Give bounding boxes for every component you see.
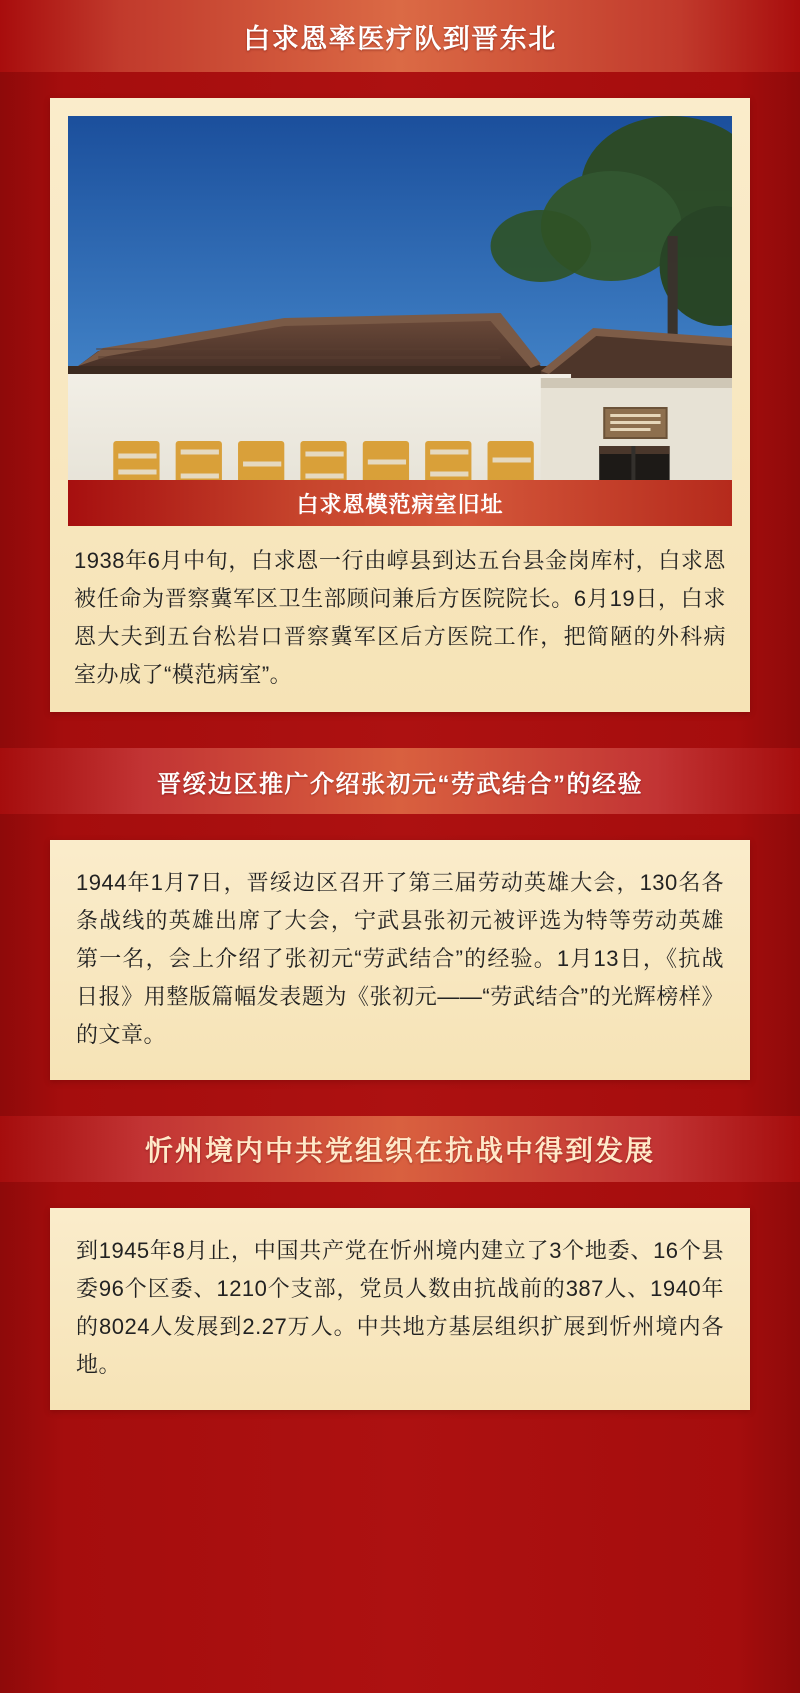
section-banner-jinsui: [0, 748, 800, 814]
photo-illustration: [68, 116, 732, 526]
spacer: [0, 712, 800, 748]
spacer: [0, 1080, 800, 1116]
spacer: [0, 814, 800, 840]
content-card-bethune: [50, 98, 750, 712]
photo-caption-bar: [68, 480, 732, 526]
section-banner-bethune: [0, 0, 800, 72]
section-banner-party-org: [0, 1116, 800, 1182]
spacer: [0, 1182, 800, 1208]
bethune-model-ward-site-photo: [68, 116, 732, 526]
section-title-party-org: 忻州境内中共党组织在抗战中得到发展: [144, 1135, 655, 1166]
section-title-jinsui: 晋绥边区推广介绍张初元“劳武结合”的经验: [157, 770, 643, 798]
card-wrap-party-org: [0, 1208, 800, 1410]
photo-caption-text: 白求恩模范病室旧址: [296, 491, 504, 517]
content-card-jinsui: [50, 840, 750, 1080]
card-wrap-jinsui: [0, 840, 800, 1080]
section-body-party-org: 到1945年8月止，中国共产党在忻州境内建立了3个地委、16个县委96个区委、1210个支部，党员人数由抗战前的387人、1940年的8024人发展到2.27万人。中共地方基层组织扩展到忻州境内各地。: [76, 1238, 724, 1377]
section-body-bethune: 1938年6月中旬，白求恩一行由崞县到达五台县金岗库村，白求恩被任命为晋察冀军区卫生部顾问兼后方医院院长。6月19日，白求恩大夫到五台松岩口晋察冀军区后方医院工作，把简陋的外科病室办成了“模范病室”。: [74, 548, 726, 687]
card-wrap-bethune: [0, 98, 800, 712]
spacer: [0, 72, 800, 98]
section-title-bethune: 白求恩率医疗队到晋东北: [243, 23, 557, 54]
content-card-party-org: [50, 1208, 750, 1410]
section-body-jinsui: 1944年1月7日，晋绥边区召开了第三届劳动英雄大会，130名各条战线的英雄出席了大会，宁武县张初元被评选为特等劳动英雄第一名，会上介绍了张初元“劳武结合”的经验。1月13日，《抗战日报》用整版篇幅发表题为《张初元——“劳武结合”的光辉榜样》的文章。: [76, 870, 724, 1047]
